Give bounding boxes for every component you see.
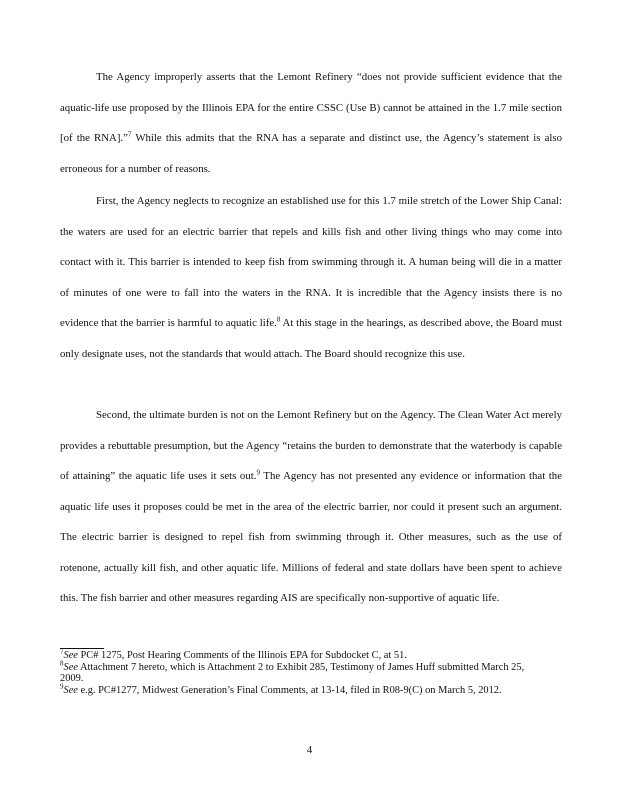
footnote-ref-7[interactable]: 7	[127, 130, 132, 139]
footnote-number: 7	[60, 647, 64, 656]
paragraph-1-text: The Agency improperly asserts that the Lemont Refinery “does not provide sufficient evidence that the aquatic-life use proposed by the Illinois EPA for the entire CSSC (Use B) cannot be attained in the 1.7 mile section [of the RNA].”	[60, 71, 562, 144]
footnotes	[60, 647, 530, 696]
paragraph-2-text-cont: At this stage in the hearings, as described above, the Board must only designate uses, not the standards that would attach. The Board should recognize this use.	[60, 317, 562, 360]
footnote-ref-9[interactable]: 9	[256, 468, 260, 477]
paragraph-1	[60, 62, 562, 184]
paragraph-1-text-cont: While this admits that the RNA has a separate and distinct use, the Agency’s statement is also erroneous for a number of reasons.	[60, 132, 562, 175]
footnote-7	[60, 647, 530, 662]
footnote-number: 8	[60, 659, 64, 668]
paragraph-3-text-cont: The Agency has not presented any evidence or information that the aquatic life uses it proposes could be met in the area of the electric barrier, nor could it present such an argument. The electric barrier is designed to repel fish from swimming through it. Other measures, such as the use of rotenone, actually kill fish, and other aquatic life. Millions of federal and state dollars have been spent to achieve this. The fish barrier and other measures regarding AIS are specifically non-supportive of aquatic life.	[60, 470, 563, 604]
footnote-signal: See	[63, 684, 78, 696]
footnote-text: PC# 1275, Post Hearing Comments of the Illinois EPA for Subdocket C, at 51.	[77, 650, 407, 661]
footnote-signal: See	[63, 650, 78, 661]
paragraph-2	[60, 186, 562, 369]
footnote-signal: See	[63, 661, 78, 673]
footnote-separator	[60, 648, 104, 649]
footnote-number: 9	[60, 682, 64, 691]
footnote-ref-8[interactable]: 8	[276, 315, 281, 324]
footnote-text: Attachment 7 hereto, which is Attachment 2 to Exhibit 285, Testimony of James Huff submitted March 25, 2009.	[60, 661, 525, 684]
page-number: 4	[306, 744, 313, 756]
paragraph-3-text: Second, the ultimate burden is not on the Lemont Refinery but on the Agency. The Clean Water Act merely provides a rebuttable presumption, but the Agency “retains the burden to demonstrate that the waterbody is capable of attaining” the aquatic life uses it sets out.	[60, 409, 562, 482]
paragraph-3	[60, 400, 562, 614]
footnote-8	[60, 659, 530, 685]
footnote-text: e.g. PC#1277, Midwest Generation’s Final Comments, at 13-14, filed in R08-9(C) on March 5, 2012.	[77, 684, 502, 696]
paragraph-2-text: First, the Agency neglects to recognize an established use for this 1.7 mile stretch of the Lower Ship Canal: the waters are used for an electric barrier that repels and kills fish and other living things who may come into contact with it. This barrier is intended to keep fish from swimming through it. A human being will die in a matter of minutes of one were to fall into the waters in the RNA. It is incredible that the Agency insists there is no evidence that the barrier is harmful to aquatic life.	[60, 195, 562, 329]
footnote-9	[60, 682, 530, 697]
